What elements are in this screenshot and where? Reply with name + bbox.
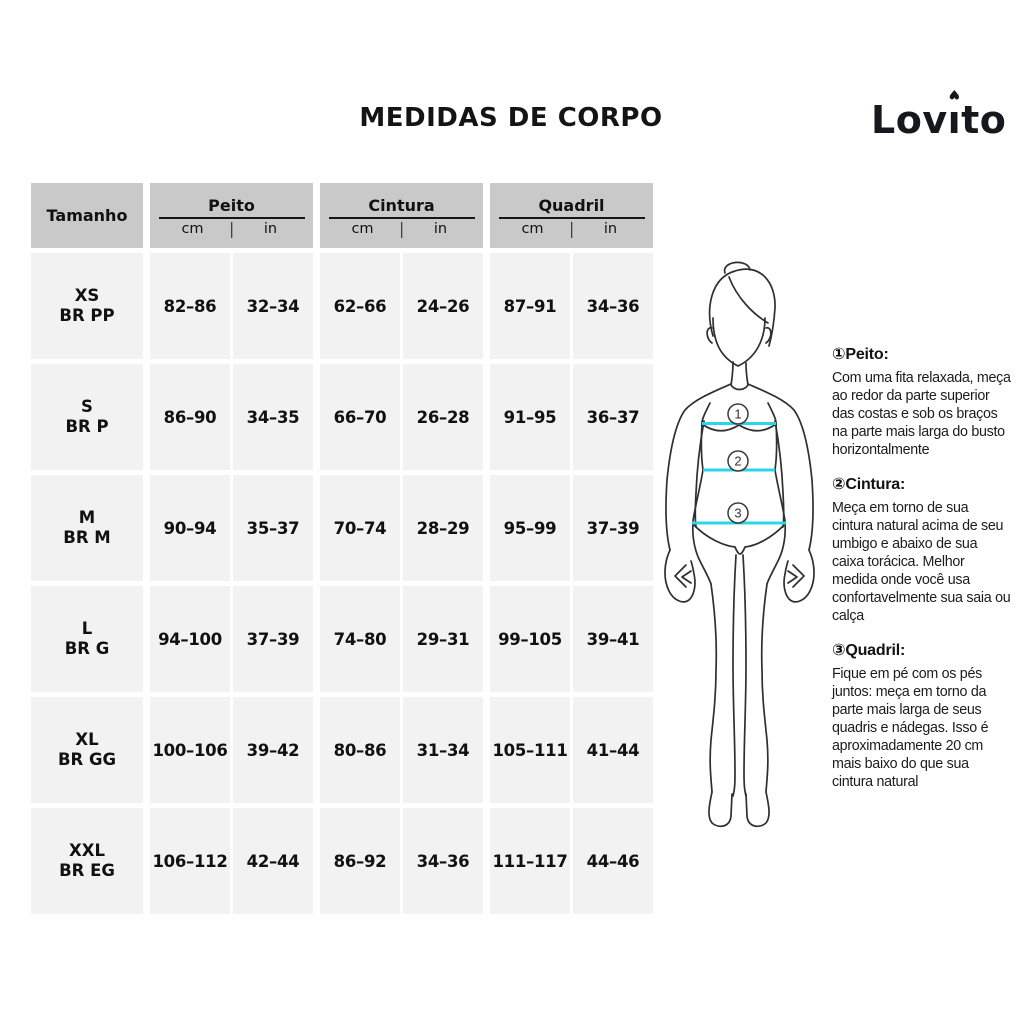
body-measurement-figure bbox=[655, 258, 845, 918]
bust-marker-label: 1 bbox=[734, 406, 742, 422]
size-br-code: BR EG bbox=[59, 861, 115, 880]
size-label-cell bbox=[31, 808, 143, 914]
waist-marker-label: 2 bbox=[734, 453, 742, 469]
unit-in-label: in bbox=[433, 221, 448, 237]
table-row-m bbox=[31, 475, 661, 581]
figure-hair-sweep bbox=[729, 277, 768, 323]
value-cell: 111–117 bbox=[490, 808, 570, 914]
instruction-cintura bbox=[832, 474, 1012, 625]
size-label-cell bbox=[31, 253, 143, 359]
value-cell: 35–37 bbox=[233, 475, 313, 581]
size-label-cell bbox=[31, 364, 143, 470]
value-cell: 42–44 bbox=[233, 808, 313, 914]
value-cell: 34–35 bbox=[233, 364, 313, 470]
size-label-cell bbox=[31, 586, 143, 692]
value-cell: 74–80 bbox=[320, 586, 400, 692]
table-row-xxl bbox=[31, 808, 661, 914]
value-cell: 39–42 bbox=[233, 697, 313, 803]
waist-marker bbox=[728, 451, 748, 471]
value-cell: 90–94 bbox=[150, 475, 230, 581]
figure-bust-curves bbox=[702, 424, 776, 431]
group-label-quadril: Quadril bbox=[538, 196, 605, 215]
value-cell: 94–100 bbox=[150, 586, 230, 692]
size-table bbox=[31, 183, 661, 919]
figure-leg-right-outer bbox=[762, 584, 768, 792]
page-title: MEDIDAS DE CORPO bbox=[359, 103, 663, 133]
unit-in-label: in bbox=[603, 221, 618, 237]
table-row-xs bbox=[31, 253, 661, 359]
figure-leg-right-inner bbox=[743, 555, 746, 796]
units-row bbox=[324, 220, 480, 237]
figure-face bbox=[713, 318, 765, 366]
instruction-cintura-body: Meça em torno de sua cintura natural acima de seu umbigo e abaixo de sua caixa torácica. Melhor medida onde você usa confortavelmente sua saia ou calça bbox=[832, 500, 1011, 624]
value-cell: 91–95 bbox=[490, 364, 570, 470]
size-label-cell bbox=[31, 697, 143, 803]
size-code: M bbox=[78, 508, 96, 527]
value-cell: 36–37 bbox=[573, 364, 653, 470]
size-br-code: BR PP bbox=[59, 306, 115, 325]
unit-cm-label: cm bbox=[351, 221, 374, 237]
figure-hand-left bbox=[665, 550, 695, 602]
group-label-cintura: Cintura bbox=[368, 196, 435, 215]
value-cell: 37–39 bbox=[233, 586, 313, 692]
figure-hand-right bbox=[784, 550, 814, 602]
size-code: L bbox=[81, 619, 93, 638]
group-label-peito: Peito bbox=[208, 196, 255, 215]
value-cell: 106–112 bbox=[150, 808, 230, 914]
header-group-cintura bbox=[320, 183, 483, 248]
value-cell: 87–91 bbox=[490, 253, 570, 359]
brand-logo bbox=[871, 86, 1007, 142]
instruction-peito-body: Com uma fita relaxada, meça ao redor da parte superior das costas e sob os braços na parte mais larga do busto horizontalmente bbox=[832, 370, 1011, 458]
header-tamanho: Tamanho bbox=[31, 183, 143, 248]
unit-divider bbox=[401, 222, 403, 238]
size-br-code: BR G bbox=[64, 639, 110, 658]
figure-foot-right bbox=[746, 792, 769, 826]
size-label-cell bbox=[31, 475, 143, 581]
hip-marker-label: 3 bbox=[734, 505, 742, 521]
value-cell: 80–86 bbox=[320, 697, 400, 803]
figure-hair-bun bbox=[725, 262, 750, 273]
unit-cm-label: cm bbox=[181, 221, 204, 237]
value-cell: 31–34 bbox=[403, 697, 483, 803]
value-cell: 86–90 bbox=[150, 364, 230, 470]
figure-briefs bbox=[693, 524, 785, 554]
value-cell: 82–86 bbox=[150, 253, 230, 359]
group-underline bbox=[499, 217, 645, 219]
bust-marker bbox=[728, 404, 748, 424]
value-cell: 70–74 bbox=[320, 475, 400, 581]
instruction-peito-heading: ①Peito: bbox=[832, 346, 889, 363]
value-cell: 100–106 bbox=[150, 697, 230, 803]
value-cell: 41–44 bbox=[573, 697, 653, 803]
units-row bbox=[154, 220, 310, 237]
unit-divider bbox=[571, 222, 573, 238]
value-cell: 99–105 bbox=[490, 586, 570, 692]
size-br-code: BR GG bbox=[57, 750, 117, 769]
value-cell: 62–66 bbox=[320, 253, 400, 359]
value-cell: 44–46 bbox=[573, 808, 653, 914]
value-cell: 24–26 bbox=[403, 253, 483, 359]
heart-dot-icon: ♥ bbox=[948, 86, 961, 101]
figure-leg-left-inner bbox=[733, 555, 736, 796]
logo-text-prefix: Lov bbox=[871, 98, 948, 142]
figure-foot-left bbox=[709, 792, 732, 826]
instruction-peito bbox=[832, 344, 1012, 459]
value-cell: 66–70 bbox=[320, 364, 400, 470]
size-code: XXL bbox=[69, 841, 105, 860]
table-header-row bbox=[31, 183, 661, 248]
header-group-quadril bbox=[490, 183, 653, 248]
value-cell: 95–99 bbox=[490, 475, 570, 581]
logo-text-suffix: to bbox=[961, 98, 1007, 142]
size-br-code: BR P bbox=[65, 417, 109, 436]
value-cell: 37–39 bbox=[573, 475, 653, 581]
value-cell: 34–36 bbox=[403, 808, 483, 914]
instruction-quadril-heading: ③Quadril: bbox=[832, 642, 906, 659]
instruction-quadril-body: Fique em pé com os pés juntos: meça em torno da parte mais larga de seus quadris e nádegas. Isso é aproximadamente 20 cm mais baixo do que sua cintura natural bbox=[832, 666, 989, 790]
table-row-l bbox=[31, 586, 661, 692]
hip-marker bbox=[728, 503, 748, 523]
unit-in-label: in bbox=[263, 221, 278, 237]
value-cell: 105–111 bbox=[490, 697, 570, 803]
unit-divider bbox=[231, 222, 233, 238]
size-code: XL bbox=[75, 730, 99, 749]
measurement-instructions bbox=[832, 344, 1012, 806]
instruction-quadril bbox=[832, 640, 1012, 791]
size-code: S bbox=[81, 397, 93, 416]
value-cell: 29–31 bbox=[403, 586, 483, 692]
value-cell: 86–92 bbox=[320, 808, 400, 914]
units-row bbox=[494, 220, 650, 237]
value-cell: 32–34 bbox=[233, 253, 313, 359]
table-row-xl bbox=[31, 697, 661, 803]
figure-hair bbox=[710, 269, 775, 346]
figure-leg-left-outer bbox=[710, 584, 716, 792]
unit-cm-label: cm bbox=[521, 221, 544, 237]
group-underline bbox=[329, 217, 475, 219]
size-code: XS bbox=[74, 286, 100, 305]
instruction-cintura-heading: ②Cintura: bbox=[832, 476, 906, 493]
table-row-s bbox=[31, 364, 661, 470]
size-br-code: BR M bbox=[63, 528, 111, 547]
value-cell: 26–28 bbox=[403, 364, 483, 470]
value-cell: 34–36 bbox=[573, 253, 653, 359]
logo-dotless-i: ı bbox=[947, 98, 962, 142]
logo-letter-i bbox=[947, 86, 962, 142]
group-underline bbox=[159, 217, 305, 219]
header-group-peito bbox=[150, 183, 313, 248]
value-cell: 28–29 bbox=[403, 475, 483, 581]
value-cell: 39–41 bbox=[573, 586, 653, 692]
